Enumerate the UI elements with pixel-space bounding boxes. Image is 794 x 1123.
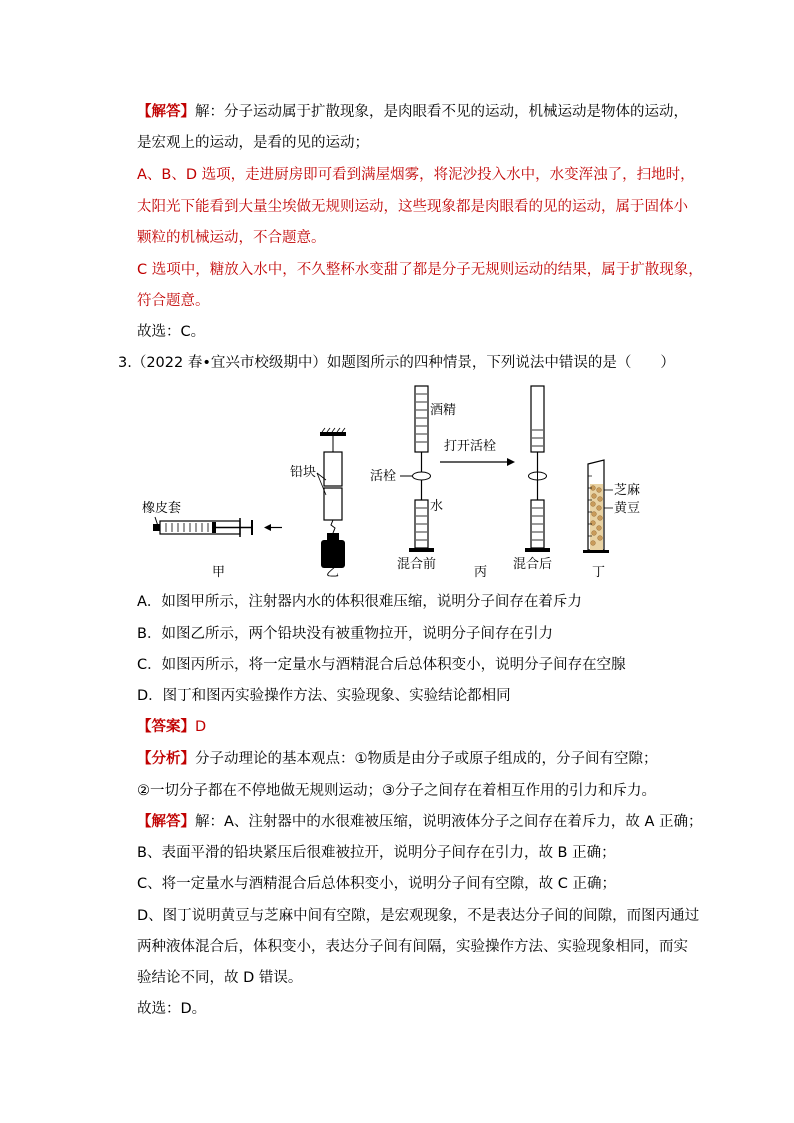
caption-bing: 丙 bbox=[474, 565, 488, 580]
caption-yi: 乙 bbox=[326, 565, 340, 580]
label-rubber-cap: 橡皮套 bbox=[142, 501, 182, 516]
experiment-illustration bbox=[130, 380, 660, 585]
label-valve: 活栓 bbox=[370, 469, 397, 484]
solution-line-1: 【解答】解：A、注射器中的水很难被压缩，说明液体分子之间存在着斥力，故 A 正确； bbox=[137, 814, 703, 830]
label-water: 水 bbox=[430, 499, 444, 514]
prev-explanation-line-5: 颗粒的机械运动，不合题意。 bbox=[137, 230, 326, 246]
label-after-mixing: 混合后 bbox=[513, 557, 553, 572]
prev-explanation-line-7: 符合题意。 bbox=[137, 293, 210, 309]
answer-value: D bbox=[195, 719, 207, 735]
mixing-diagram bbox=[370, 386, 552, 580]
option-c: C．如图丙所示，将一定量水与酒精混合后总体积变小，说明分子间存在空腺 bbox=[137, 657, 626, 673]
solution-tag-2: 【解答】 bbox=[137, 814, 195, 830]
prev-explanation-line-4: 太阳光下能看到大量尘埃做无规则运动，这些现象都是肉眼看的见的运动，属于固体小 bbox=[137, 199, 688, 215]
final-choice: 故选：D。 bbox=[137, 1001, 207, 1017]
analysis-line-1: 【分析】分子动理论的基本观点：①物质是由分子或原子组成的，分子间有空隙； bbox=[137, 751, 658, 767]
analysis-tag: 【分析】 bbox=[137, 751, 195, 767]
prev-explanation-line-2: 是宏观上的运动，是看的见的运动； bbox=[137, 135, 369, 151]
label-alcohol: 酒精 bbox=[430, 403, 457, 418]
option-d: D．图丁和图丙实验操作方法、实验现象、实验结论都相同 bbox=[137, 688, 511, 704]
prev-explanation-line-1: 【解答】解：分子运动属于扩散现象，是肉眼看不见的运动，机械运动是物体的运动， bbox=[137, 104, 688, 120]
answer-tag: 【答案】 bbox=[137, 719, 195, 735]
prev-explanation-line-3: A、B、D 选项，走进厨房即可看到满屋烟雾，将泥沙投入水中，水变浑浊了，扫地时， bbox=[137, 167, 695, 183]
solution-line-2: B、表面平滑的铅块紧压后很难被拉开，说明分子间存在引力，故 B 正确； bbox=[137, 845, 616, 861]
question-3-figure bbox=[130, 380, 660, 585]
option-a: A．如图甲所示，注射器内水的体积很难压缩，说明分子间存在着斥力 bbox=[137, 594, 582, 610]
solution-line-5: 两种液体混合后，体积变小，表达分子间有间隔，实验操作方法、实验现象相同，而实 bbox=[137, 939, 688, 955]
cylinder-diagram bbox=[583, 460, 640, 580]
solution-line-3: C、将一定量水与酒精混合后总体积变小，说明分子间有空隙，故 C 正确； bbox=[137, 876, 616, 892]
label-lead-block: 铅块 bbox=[290, 465, 317, 480]
question-3-stem: 3.（2022 春•宜兴市校级期中）如题图所示的四种情景，下列说法中错误的是（ ） bbox=[118, 355, 675, 371]
solution-tag: 【解答】 bbox=[137, 104, 195, 120]
answer-line bbox=[137, 717, 206, 737]
syringe-diagram bbox=[142, 500, 282, 580]
lead-blocks-diagram bbox=[290, 428, 346, 580]
solution-line-4: D、图丁说明黄豆与芝麻中间有空隙，是宏观现象，不是表达分子间的间隙，而图丙通过 bbox=[137, 908, 700, 924]
label-soybean: 黄豆 bbox=[614, 501, 641, 516]
option-b: B．如图乙所示，两个铅块没有被重物拉开，说明分子间存在引力 bbox=[137, 626, 553, 642]
prev-explanation-line-6: C 选项中，糖放入水中，不久整杯水变甜了都是分子无规则运动的结果，属于扩散现象， bbox=[137, 262, 703, 278]
label-open-valve: 打开活栓 bbox=[444, 439, 497, 454]
solution-line-6: 验结论不同，故 D 错误。 bbox=[137, 970, 303, 986]
label-sesame: 芝麻 bbox=[614, 483, 641, 498]
caption-jia: 甲 bbox=[212, 565, 226, 580]
analysis-line-2: ②一切分子都在不停地做无规则运动；③分子之间存在着相互作用的引力和斥力。 bbox=[137, 783, 656, 799]
prev-final-choice: 故选：C。 bbox=[137, 324, 206, 340]
caption-ding: 丁 bbox=[592, 565, 606, 580]
label-before-mixing: 混合前 bbox=[397, 557, 437, 572]
